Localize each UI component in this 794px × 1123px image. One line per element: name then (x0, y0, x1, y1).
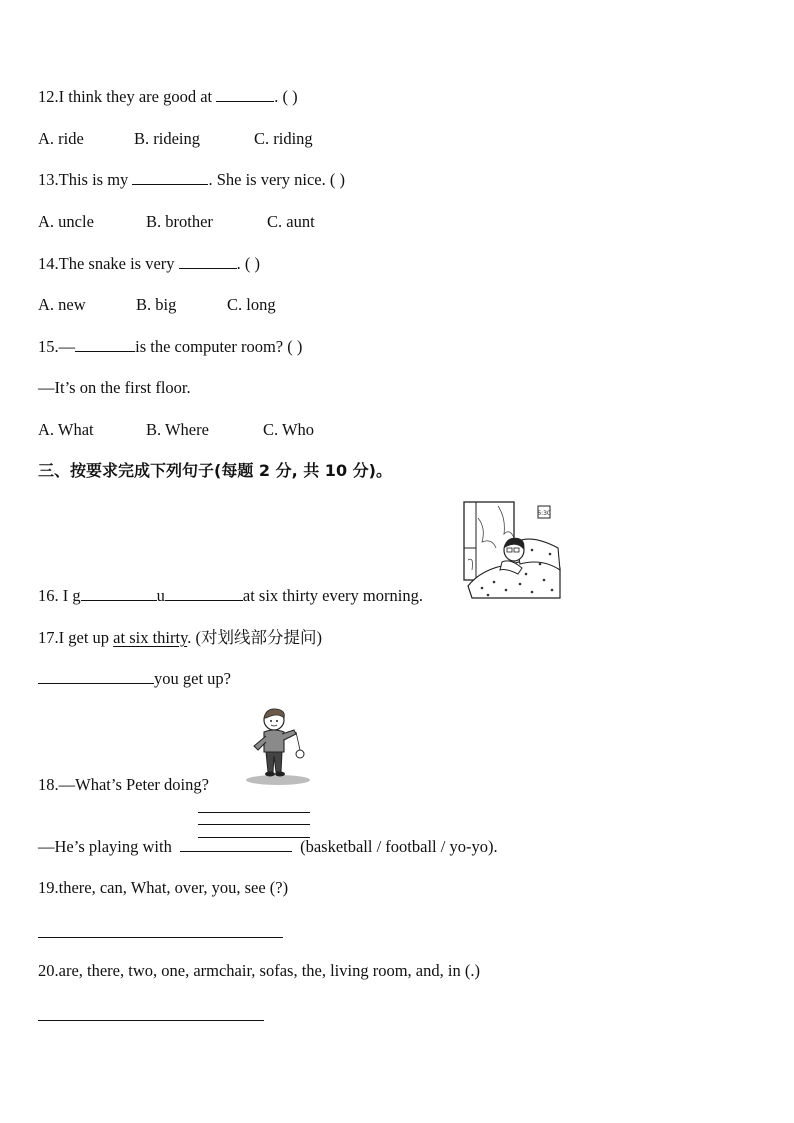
question-14-stem: 14.The snake is very (38, 254, 175, 273)
question-17-stem: 17.I get up (38, 628, 110, 647)
boy-yoyo-illustration (244, 706, 312, 786)
question-17-answer-line (38, 668, 231, 690)
question-13-options (38, 211, 315, 233)
option-a[interactable]: A. ride (38, 129, 84, 148)
question-17-answer-tail: you get up? (154, 669, 231, 688)
option-c[interactable]: C. riding (254, 129, 313, 148)
question-17 (38, 627, 322, 649)
question-16 (38, 585, 423, 607)
question-12-stem: 12.I think they are good at (38, 87, 213, 106)
question-15 (38, 336, 302, 358)
question-19: 19.there, can, What, over, you, see (?) (38, 878, 289, 897)
question-17-underlined: at six thirty (113, 628, 188, 647)
option-a[interactable]: A. new (38, 295, 86, 314)
question-18-answer-prefix: —He’s playing with (38, 837, 172, 856)
question-15-stem: 15.— (38, 337, 76, 356)
question-13 (38, 169, 345, 191)
question-14 (38, 253, 260, 275)
option-b[interactable]: B. big (136, 295, 177, 314)
question-16-prefix: 16. I g (38, 586, 81, 605)
question-18-blank[interactable] (180, 837, 292, 852)
answer-rule-1 (198, 812, 310, 813)
option-b[interactable]: B. brother (146, 212, 213, 231)
clock-label: 6:30 (537, 510, 551, 517)
option-c[interactable]: C. aunt (267, 212, 315, 231)
question-16-tail: at six thirty every morning. (242, 586, 423, 605)
option-b[interactable]: B. Where (146, 420, 209, 439)
question-13-blank[interactable] (132, 170, 208, 185)
question-14-tail: . ( ) (236, 254, 261, 273)
question-15-answer: —It’s on the first floor. (38, 378, 191, 397)
question-18-answer (38, 836, 498, 858)
option-c[interactable]: C. long (227, 295, 276, 314)
question-18-choices: (basketball / football / yo-yo). (300, 837, 498, 856)
question-16-blank-1[interactable] (81, 586, 157, 601)
option-a[interactable]: A. uncle (38, 212, 94, 231)
question-14-options (38, 294, 276, 316)
question-18: 18.—What’s Peter doing? (38, 775, 209, 794)
question-12-options (38, 128, 313, 150)
question-15-tail: is the computer room? ( ) (135, 337, 303, 356)
answer-rule-2 (198, 824, 310, 825)
question-12-tail: . ( ) (274, 87, 298, 106)
question-16-blank-2[interactable] (165, 586, 243, 601)
question-17-tail: . (对划线部分提问) (187, 628, 322, 647)
section-heading: 三、按要求完成下列句子(每题 2 分, 共 10 分)。 (38, 461, 392, 480)
question-12 (38, 86, 298, 108)
option-b[interactable]: B. rideing (134, 129, 200, 148)
boy-waking-up-illustration (462, 498, 562, 602)
question-14-blank[interactable] (179, 254, 237, 269)
question-17-blank[interactable] (38, 669, 154, 684)
question-16-mid: u (156, 586, 165, 605)
question-15-options (38, 419, 314, 441)
question-13-tail: . She is very nice. ( ) (208, 170, 345, 189)
question-13-stem: 13.This is my (38, 170, 129, 189)
question-20: 20.are, there, two, one, armchair, sofas, the, living room, and, in (.) (38, 961, 480, 980)
option-c[interactable]: C. Who (263, 420, 315, 439)
option-a[interactable]: A. What (38, 420, 94, 439)
question-15-blank[interactable] (75, 337, 135, 352)
question-12-blank[interactable] (216, 87, 274, 102)
question-20-answer-line[interactable] (38, 1020, 264, 1021)
question-19-answer-line[interactable] (38, 937, 283, 938)
